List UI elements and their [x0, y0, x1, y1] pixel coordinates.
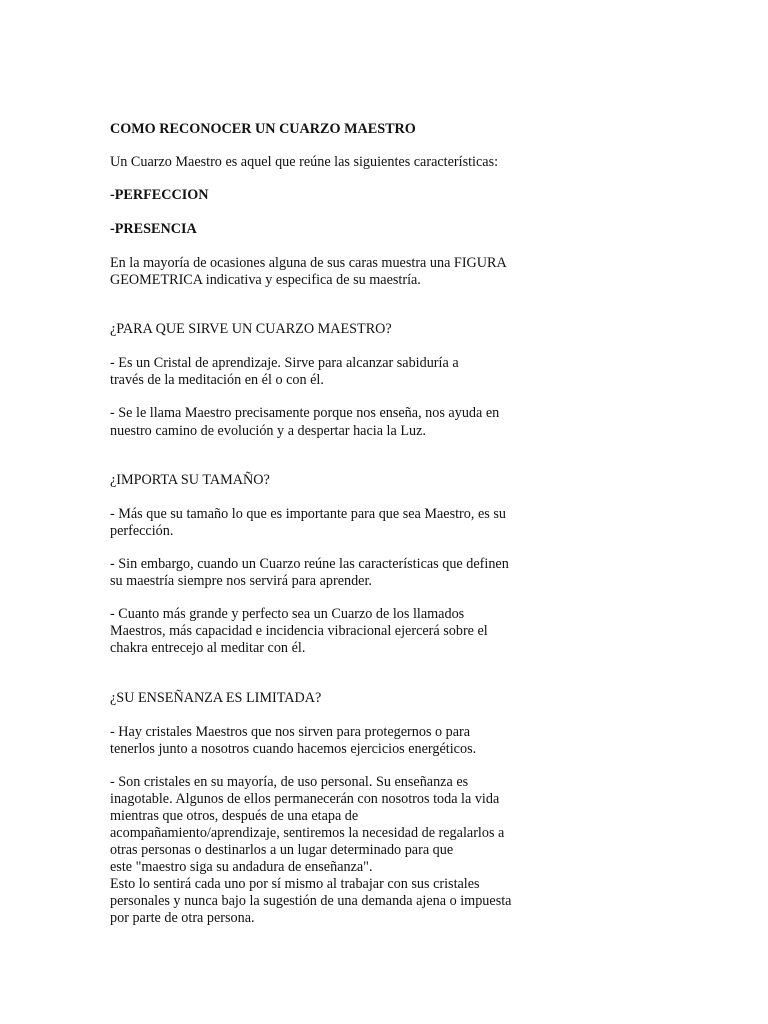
paragraph-line: inagotable. Algunos de ellos permanecerán con nosotros toda la vida	[110, 791, 500, 807]
paragraph-line: - Más que su tamaño lo que es importante para que sea Maestro, es su	[110, 506, 506, 522]
figure-text-line: GEOMETRICA indicativa y especifica de su maestría.	[110, 272, 421, 288]
section-heading-ensenanza-limitada: ¿SU ENSEÑANZA ES LIMITADA?	[110, 690, 322, 706]
paragraph-line: - Hay cristales Maestros que nos sirven para protegernos o para	[110, 724, 471, 740]
section-heading-importa-tamano: ¿IMPORTA SU TAMAÑO?	[110, 472, 270, 488]
paragraph-line: Maestros, más capacidad e incidencia vibracional ejercerá sobre el	[110, 623, 488, 639]
paragraph-line: otras personas o destinarlos a un lugar determinado para que	[110, 842, 454, 858]
paragraph-line: - Cuanto más grande y perfecto sea un Cuarzo de los llamados	[110, 606, 465, 622]
document-title: COMO RECONOCER UN CUARZO MAESTRO	[110, 121, 416, 137]
paragraph-line: su maestría siempre nos servirá para aprender.	[110, 573, 372, 589]
section-heading-para-que-sirve: ¿PARA QUE SIRVE UN CUARZO MAESTRO?	[110, 321, 392, 337]
paragraph-line: perfección.	[110, 523, 174, 539]
intro-text: Un Cuarzo Maestro es aquel que reúne las siguientes características:	[110, 154, 499, 170]
feature-perfeccion: -PERFECCION	[110, 187, 209, 203]
paragraph-line: - Son cristales en su mayoría, de uso personal. Su enseñanza es	[110, 774, 469, 790]
paragraph-line: través de la meditación en él o con él.	[110, 372, 324, 388]
paragraph-line: chakra entrecejo al meditar con él.	[110, 640, 306, 656]
paragraph-line: - Sin embargo, cuando un Cuarzo reúne las características que definen	[110, 556, 509, 572]
paragraph-line: Esto lo sentirá cada uno por sí mismo al trabajar con sus cristales	[110, 876, 480, 892]
paragraph-line: por parte de otra persona.	[110, 910, 255, 926]
paragraph-line: - Se le llama Maestro precisamente porque nos enseña, nos ayuda en	[110, 405, 500, 421]
paragraph-line: mientras que otros, después de una etapa de	[110, 808, 359, 824]
feature-presencia: -PRESENCIA	[110, 221, 197, 237]
paragraph-line: acompañamiento/aprendizaje, sentiremos la necesidad de regalarlos a	[110, 825, 505, 841]
paragraph-line: este "maestro siga su andadura de enseñanza".	[110, 859, 373, 875]
paragraph-line: personales y nunca bajo la sugestión de una demanda ajena o impuesta	[110, 893, 512, 909]
paragraph-line: nuestro camino de evolución y a despertar hacia la Luz.	[110, 423, 426, 439]
figure-text-line: En la mayoría de ocasiones alguna de sus caras muestra una FIGURA	[110, 255, 507, 271]
paragraph-line: tenerlos junto a nosotros cuando hacemos ejercicios energéticos.	[110, 741, 477, 757]
paragraph-line: - Es un Cristal de aprendizaje. Sirve para alcanzar sabiduría a	[110, 355, 459, 371]
